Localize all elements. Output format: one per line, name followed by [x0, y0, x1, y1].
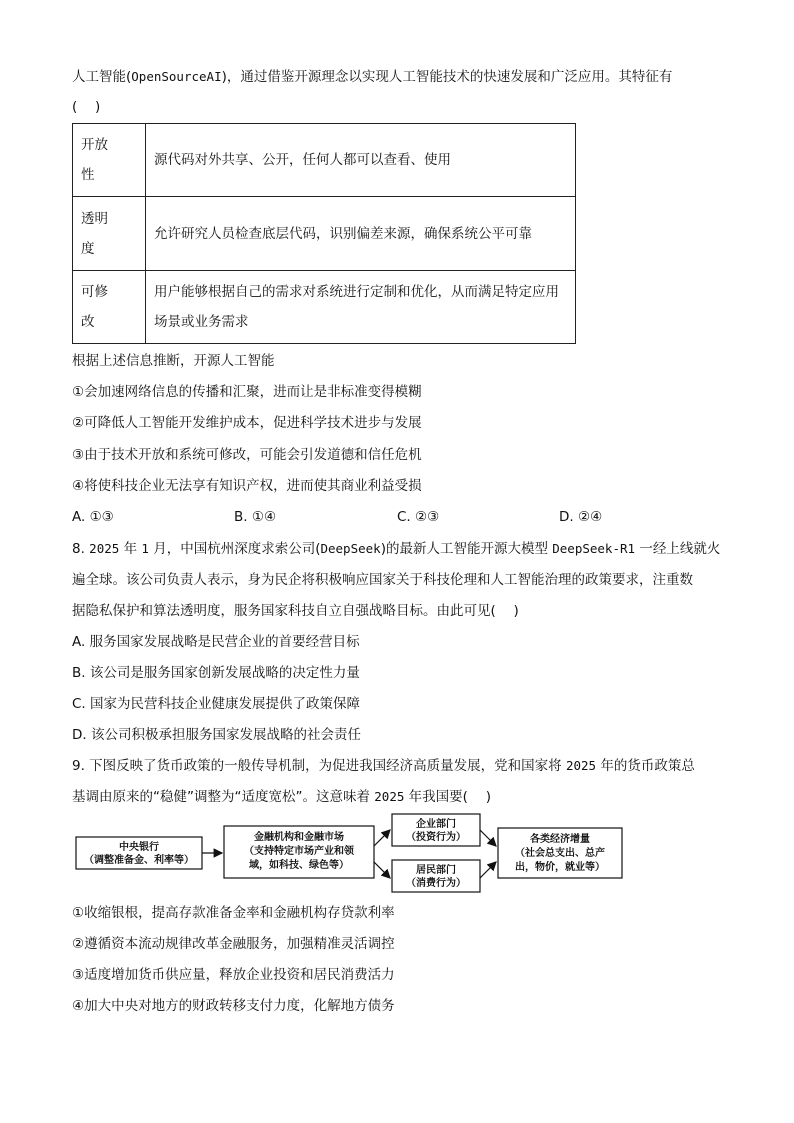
financial-market-sub: 域，如科技、绿色等） [249, 860, 349, 871]
table-row [73, 271, 576, 344]
q7-option-c[interactable]: C. ②③ [397, 509, 440, 525]
household-label: 居民部门 [416, 865, 456, 876]
q8-code: DeepSeek [320, 541, 381, 556]
value-text: 用户能够根据自己的需求对系统进行定制和优化，从而满足特定应用 [154, 284, 559, 300]
q7-item-2: ②可降低人工智能开发维护成本，促进科学技术进步与发展 [72, 415, 422, 431]
table-row [73, 124, 576, 197]
q9-stem-line1 [72, 757, 695, 775]
table-value-cell [146, 124, 576, 197]
q7-stem-text: 人工智能( [72, 69, 132, 85]
q7-item-4: ④将使科技企业无法享有知识产权，进而使其商业利益受损 [72, 478, 422, 494]
q7-option-b[interactable]: B. ①④ [234, 509, 277, 525]
q7-stem-text: )，通过借鉴开源理念以实现人工智能技术的快速发展和广泛应用。其特征有 [221, 69, 673, 85]
enterprise-sub: （投资行为） [406, 832, 466, 843]
q8-stem-line3: 据隐私保护和算法透明度，服务国家科技自立自强战略目标。由此可见( ) [72, 603, 519, 619]
q8-option-a[interactable]: A. 服务国家发展战略是民营企业的首要经营目标 [72, 634, 360, 650]
q9-stem-line2 [72, 788, 491, 806]
key-text: 性 [81, 167, 95, 183]
q8-text: )的最新人工智能开源大模型 [380, 541, 553, 557]
q8-option-d[interactable]: D. 该公司积极承担服务国家发展战略的社会责任 [72, 727, 361, 743]
q7-feature-table [72, 123, 576, 344]
q8-code: 2025 [89, 541, 120, 556]
q8-text: 8. [72, 541, 90, 557]
economic-increment-label: 各类经济增量 [530, 834, 590, 845]
q9-code: 2025 [565, 758, 597, 773]
q8-code: 1 [141, 541, 149, 556]
q8-code: DeepSeek-R1 [552, 541, 636, 556]
q9-text: 9. 下图反映了货币政策的一般传导机制，为促进我国经济高质量发展，党和国家将 [72, 758, 566, 774]
central-bank-sub: （调整准备金、利率等） [84, 855, 194, 866]
q7-option-a[interactable]: A. ①③ [72, 509, 114, 525]
table-key-cell [73, 197, 146, 271]
q8-stem-line2: 遍全球。该公司负责人表示，身为民企将积极响应国家关于科技伦理和人工智能治理的政策要求，注重数 [72, 572, 693, 588]
central-bank-label: 中央银行 [119, 842, 159, 853]
key-text: 度 [81, 240, 95, 257]
q8-stem-line1 [72, 540, 720, 558]
q8-option-c[interactable]: C. 国家为民营科技企业健康发展提供了政策保障 [72, 696, 361, 712]
q8-text: 年 [119, 541, 142, 557]
arrow-3b [480, 862, 496, 878]
key-text: 透明 [81, 210, 108, 227]
q9-text: 年的货币政策总 [596, 758, 695, 774]
table-value-cell [146, 197, 576, 271]
financial-market-label: 金融机构和金融市场 [254, 832, 344, 843]
value-text: 允许研究人员检查底层代码，识别偏差来源，确保系统公平可靠 [154, 225, 532, 242]
q7-stem-line1 [72, 68, 672, 86]
table-key-cell [73, 124, 146, 197]
q9-item-2: ②遵循资本流动规律改革金融服务，加强精准灵活调控 [72, 936, 395, 952]
q7-lead: 根据上述信息推断，开源人工智能 [72, 353, 275, 369]
q8-option-b[interactable]: B. 该公司是服务国家创新发展战略的决定性力量 [72, 665, 360, 681]
q7-stem-line2: ( ) [72, 99, 101, 115]
q8-text: 一经上线就火 [635, 541, 721, 557]
arrow-2a [374, 830, 390, 846]
table-row [73, 197, 576, 271]
q7-option-d[interactable]: D. ②④ [559, 509, 603, 525]
economic-increment-sub: 出，物价，就业等） [515, 862, 605, 873]
q9-text: 基调由原来的“稳健”调整为“适度宽松”。这意味着 [72, 789, 375, 805]
q7-stem-code: OpenSourceAI [131, 69, 222, 84]
value-text: 源代码对外共享、公开，任何人都可以查看、使用 [154, 152, 451, 168]
financial-market-sub: （支持特定市场产业和领 [244, 846, 354, 857]
table-key-cell [73, 271, 146, 344]
arrow-3a [480, 830, 496, 846]
table-value-cell [146, 271, 576, 344]
household-sub: （消费行为） [406, 878, 466, 889]
q9-item-1: ①收缩银根，提高存款准备金率和金融机构存贷款利率 [72, 905, 395, 921]
key-text: 开放 [81, 137, 108, 153]
q9-code: 2025 [374, 789, 405, 804]
arrow-2b [374, 862, 390, 878]
key-text: 可修 [81, 284, 108, 300]
monetary-transmission-diagram [72, 812, 632, 896]
q7-item-3: ③由于技术开放和系统可修改，可能会引发道德和信任危机 [72, 447, 422, 463]
economic-increment-sub: （社会总支出、总产 [515, 848, 605, 859]
q8-text: 月，中国杭州深度求索公司( [148, 541, 321, 557]
q9-item-4: ④加大中央对地方的财政转移支付力度，化解地方债务 [72, 998, 395, 1014]
key-text: 改 [81, 314, 95, 330]
q9-text: 年我国要( ) [404, 789, 492, 805]
value-text: 场景或业务需求 [154, 314, 249, 330]
q9-item-3: ③适度增加货币供应量，释放企业投资和居民消费活力 [72, 967, 395, 983]
enterprise-label: 企业部门 [416, 819, 456, 830]
q7-item-1: ①会加速网络信息的传播和汇聚，进而让是非标准变得模糊 [72, 384, 422, 400]
